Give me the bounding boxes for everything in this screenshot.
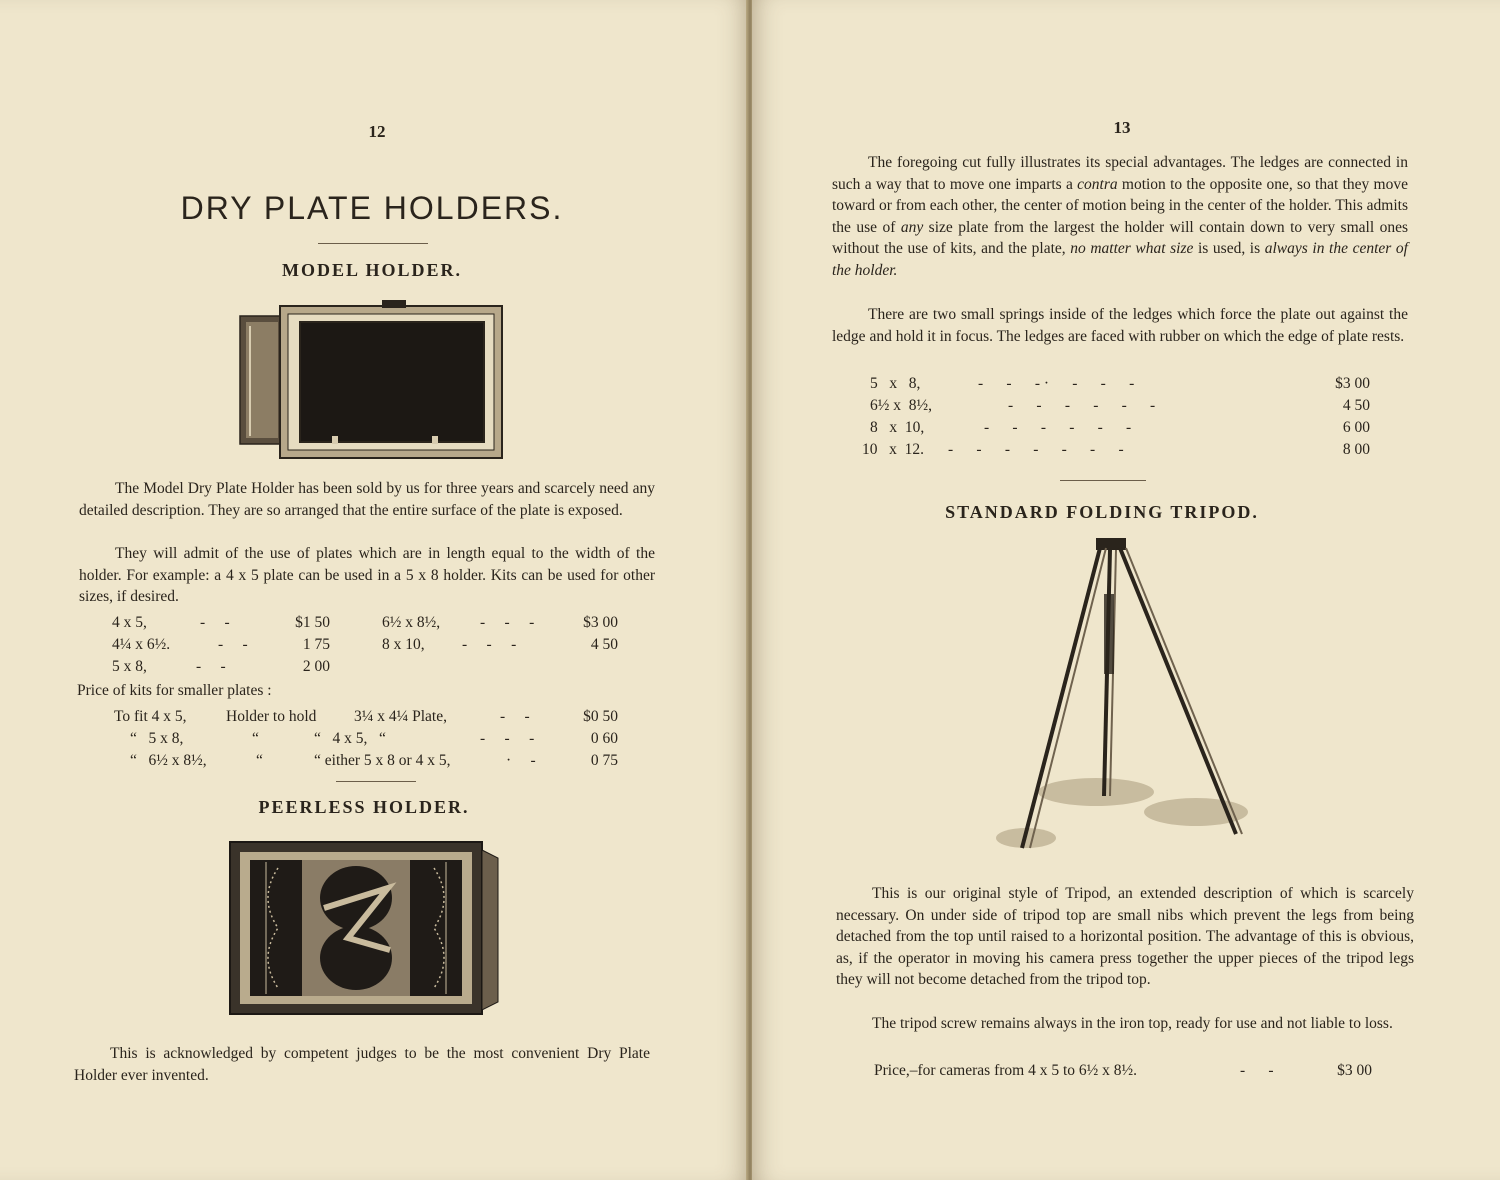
ledges-paragraph-2: There are two small springs inside of the ledges which force the plate out against the ledge and hold it in focus. The ledges are faced with rubber on which the edge of plate rests. [832, 306, 1408, 345]
tripod-paragraph-2: The tripod screw remains always in the iron top, ready for use and not liable to loss. [872, 1015, 1393, 1032]
page-number: 13 [1113, 118, 1131, 137]
peerless-holder-illustration [228, 838, 500, 1018]
price-row: 4¼ x 6½. - - 1 75 8 x 10, - - - 4 50 [112, 636, 618, 653]
left-page [0, 0, 748, 1180]
model-holder-illustration [236, 296, 506, 464]
kit-row: “ 5 x 8, “ “ 4 x 5, “ - - - 0 60 [130, 730, 618, 747]
price-row: 5 x 8, - - - · - - - $3 00 [870, 375, 1370, 392]
price-row: 10 x 12. - - - - - - - 8 00 [862, 441, 1370, 458]
price-row: 6½ x 8½, - - - - - - 4 50 [870, 397, 1370, 414]
divider [336, 781, 416, 782]
price-row: 5 x 8, - - 2 00 [112, 658, 330, 675]
tripod-paragraph-1: This is our original style of Tripod, an extended description of which is scarcely necessary. On under side of tripod top are small nibs which prevent the legs from being detached from the top until raised to a horizontal position. The advantage of this is obvious, as, if the operator in moving his camera press together the upper pieces of the tripod legs they will not become detached from the tripod top. [836, 885, 1414, 988]
price-row: 8 x 10, - - - - - - 6 00 [870, 419, 1370, 436]
page-number: 12 [368, 122, 386, 141]
kit-row: “ 6½ x 8½, “ “ either 5 x 8 or 4 x 5, · - 0 75 [130, 752, 618, 769]
ledges-paragraph-1: The foregoing cut fully illustrates its special advantages. The ledges are connected in such a way that to move one imparts a contra motion to the opposite one, so that they move toward or from each other, the center of motion being in the center of the holder. This admits the use of any size plate from the largest the holder will contain down to very small ones without the use of kits, and the plate, no matter what size is used, is always in the center of the holder. [832, 154, 1408, 279]
model-holder-heading: MODEL HOLDER. [281, 260, 463, 280]
divider [1060, 480, 1146, 481]
tripod-heading: STANDARD FOLDING TRIPOD. [945, 502, 1259, 522]
kit-row: To fit 4 x 5, Holder to hold 3¼ x 4¼ Plate, - - $0 50 [114, 708, 618, 725]
peerless-holder-paragraph: This is acknowledged by competent judges to be the most convenient Dry Plate Holder ever invented. [74, 1045, 650, 1084]
peerless-holder-heading: PEERLESS HOLDER. [258, 797, 470, 817]
divider [318, 243, 428, 244]
right-page [752, 0, 1500, 1180]
price-row: 4 x 5, - - $1 50 6½ x 8½, - - - $3 00 [112, 614, 618, 631]
page-title: DRY PLATE HOLDERS. [180, 190, 564, 226]
model-holder-paragraph-1: The Model Dry Plate Holder has been sold by us for three years and scarcely need any detailed description. They are so arranged that the entire surface of the plate is exposed. [79, 480, 655, 519]
tripod-price-row: Price,–for cameras from 4 x 5 to 6½ x 8½. - - $3 00 [874, 1062, 1372, 1079]
model-holder-paragraph-2: They will admit of the use of plates which are in length equal to the width of the holder. For example: a 4 x 5 plate can be used in a 5 x 8 holder. Kits can be used for other sizes, if desired. [79, 545, 655, 605]
tripod-illustration [986, 534, 1266, 864]
kits-label: Price of kits for smaller plates : [77, 682, 272, 699]
